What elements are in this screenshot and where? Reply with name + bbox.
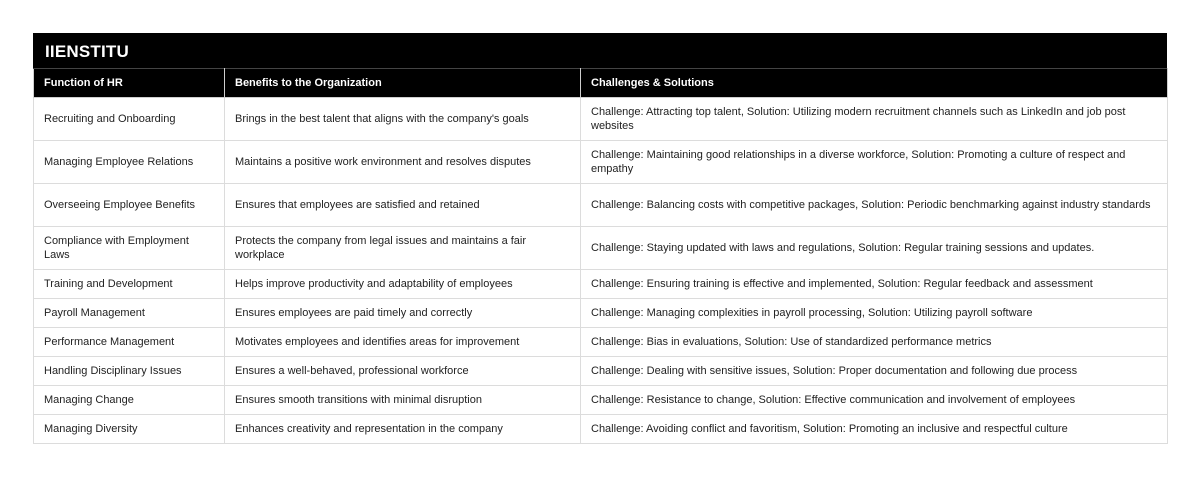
cell-function: Managing Diversity (34, 415, 225, 444)
cell-function: Overseeing Employee Benefits (34, 184, 225, 227)
cell-benefits: Motivates employees and identifies areas for improvement (225, 328, 581, 357)
cell-benefits: Ensures that employees are satisfied and retained (225, 184, 581, 227)
table-row (34, 299, 1168, 328)
table-row (34, 270, 1168, 299)
cell-benefits: Ensures a well-behaved, professional workforce (225, 357, 581, 386)
brand-title: IIENSTITU (33, 33, 1167, 68)
cell-challenges: Challenge: Ensuring training is effective and implemented, Solution: Regular feedback and assessment (581, 270, 1168, 299)
cell-challenges: Challenge: Balancing costs with competitive packages, Solution: Periodic benchmarking against industry standards (581, 184, 1168, 227)
table-header-row (34, 69, 1168, 98)
table-row (34, 328, 1168, 357)
cell-function: Training and Development (34, 270, 225, 299)
cell-challenges: Challenge: Avoiding conflict and favoritism, Solution: Promoting an inclusive and respectful culture (581, 415, 1168, 444)
cell-function: Payroll Management (34, 299, 225, 328)
table-row (34, 98, 1168, 141)
table-row (34, 415, 1168, 444)
table-row (34, 386, 1168, 415)
cell-challenges: Challenge: Attracting top talent, Solution: Utilizing modern recruitment channels such as LinkedIn and job post websites (581, 98, 1168, 141)
cell-function: Managing Change (34, 386, 225, 415)
cell-challenges: Challenge: Maintaining good relationships in a diverse workforce, Solution: Promoting a culture of respect and empathy (581, 141, 1168, 184)
cell-benefits: Enhances creativity and representation in the company (225, 415, 581, 444)
header-function: Function of HR (34, 69, 225, 98)
cell-function: Handling Disciplinary Issues (34, 357, 225, 386)
cell-function: Compliance with Employment Laws (34, 227, 225, 270)
cell-benefits: Maintains a positive work environment and resolves disputes (225, 141, 581, 184)
cell-benefits: Protects the company from legal issues and maintains a fair workplace (225, 227, 581, 270)
hr-functions-table (33, 68, 1168, 444)
table-row (34, 357, 1168, 386)
cell-benefits: Ensures employees are paid timely and correctly (225, 299, 581, 328)
table-row (34, 141, 1168, 184)
cell-benefits: Ensures smooth transitions with minimal disruption (225, 386, 581, 415)
cell-function: Performance Management (34, 328, 225, 357)
header-benefits: Benefits to the Organization (225, 69, 581, 98)
header-challenges: Challenges & Solutions (581, 69, 1168, 98)
table-row (34, 227, 1168, 270)
cell-challenges: Challenge: Managing complexities in payroll processing, Solution: Utilizing payroll software (581, 299, 1168, 328)
cell-function: Recruiting and Onboarding (34, 98, 225, 141)
cell-challenges: Challenge: Resistance to change, Solution: Effective communication and involvement of employees (581, 386, 1168, 415)
cell-challenges: Challenge: Staying updated with laws and regulations, Solution: Regular training sessions and updates. (581, 227, 1168, 270)
cell-benefits: Brings in the best talent that aligns with the company's goals (225, 98, 581, 141)
table-row (34, 184, 1168, 227)
cell-challenges: Challenge: Bias in evaluations, Solution: Use of standardized performance metrics (581, 328, 1168, 357)
hr-functions-table-container (33, 33, 1167, 444)
cell-challenges: Challenge: Dealing with sensitive issues, Solution: Proper documentation and following due process (581, 357, 1168, 386)
cell-function: Managing Employee Relations (34, 141, 225, 184)
cell-benefits: Helps improve productivity and adaptability of employees (225, 270, 581, 299)
